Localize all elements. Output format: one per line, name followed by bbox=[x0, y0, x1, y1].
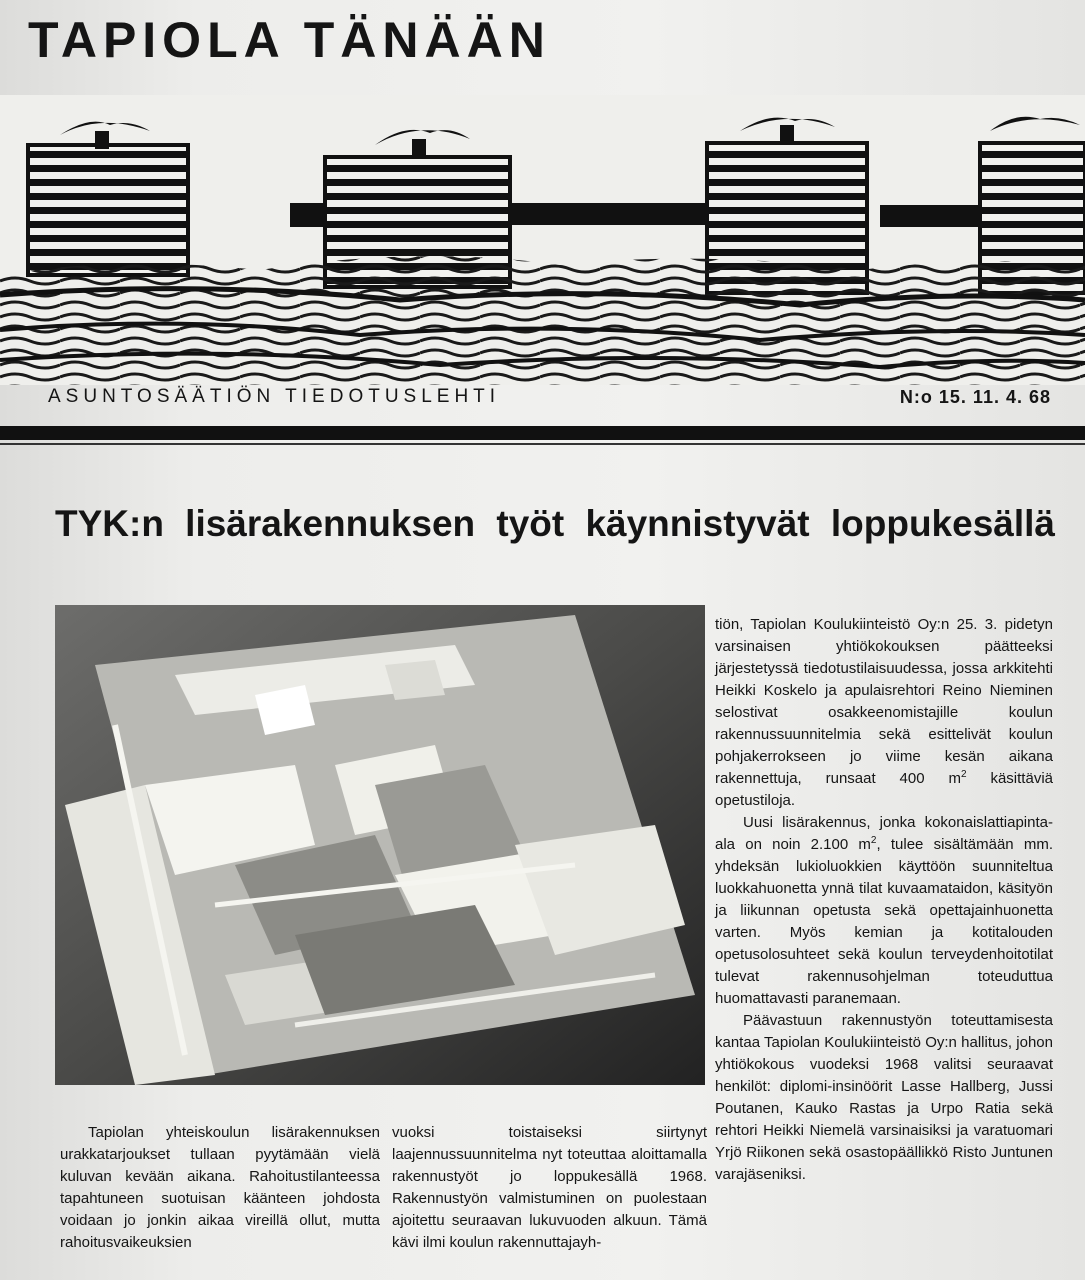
superscript: 2 bbox=[961, 769, 967, 780]
superscript: 2 bbox=[870, 835, 877, 846]
masthead-illustration bbox=[0, 95, 1085, 385]
article-headline bbox=[55, 500, 1055, 548]
article-paragraph bbox=[715, 812, 1053, 1010]
headline-word: TYK:n bbox=[55, 503, 164, 544]
paragraph-text: Uusi lisärakennus, jonka kokonaislattiapinta-ala on noin 2.100 m bbox=[715, 814, 1053, 853]
masthead-title: TAPIOLA TÄNÄÄN bbox=[28, 12, 551, 68]
headline-word: työt bbox=[496, 503, 565, 544]
paragraph-text: , tulee sisältämään mm. yhdeksän lukioluokkien käyttöön suunniteltua luokkahuonetta ynnä tilat kuvaamataidon, käsityön ja liikunnan opetusta sekä opettajainhuonetta varten. Myös kemian ja kotitalouden opetusolosuhteet sekä koulun terveydenhoitotilat tulevat rakennusohjelman toteuduttua huomattavasti paranemaan. bbox=[715, 836, 1053, 1007]
masthead-rule-thin bbox=[0, 443, 1085, 445]
article-column-right bbox=[715, 614, 1053, 1186]
architectural-model-photo bbox=[55, 605, 705, 1085]
article-paragraph: vuoksi toistaiseksi siirtynyt laajennussuunnitelma nyt toteuttaa aloittamalla rakennustyöt jo loppukesällä 1968. Rakennustyön valmistuminen on puolestaan ajoitettu seuraavan lukuvuoden alkuun. Tämä kävi ilmi koulun rakennuttajayh- bbox=[392, 1124, 707, 1251]
article-column-middle bbox=[392, 1122, 707, 1254]
headline-word: käynnistyvät bbox=[585, 503, 810, 544]
masthead-subtitle: ASUNTOSÄÄTIÖN TIEDOTUSLEHTI bbox=[48, 386, 501, 407]
masthead-rule bbox=[0, 426, 1085, 440]
article-paragraph: Päävastuun rakennustyön toteuttamisesta kantaa Tapiolan Koulukiinteistö Oy:n hallitus, johon yhtiökokous vuodeksi 1968 valitsi seuraavat henkilöt: diplomi-insinöörit Lasse Hallberg, Jussi Poutanen, Kauko Rastas ja Urpo Ratia sekä rehtori Heikki Niemelä varsinaisiksi ja varatuomari Yrjö Riikonen sekä osastopäällikkö Risto Juntunen varajäseniksi. bbox=[715, 1012, 1053, 1183]
article-paragraph bbox=[715, 614, 1053, 812]
headline-word: lisärakennuksen bbox=[185, 503, 476, 544]
paragraph-text: tiön, Tapiolan Koulukiinteistö Oy:n 25. 3. pidetyn varsinaisen yhtiökokouksen päätteeksi järjestetyssä tiedotustilaisuudessa, jossa arkkitehti Heikki Koskelo ja apulaisrehtori Reino Nieminen selostivat osakkeenomistajille koulun rakennussuunnitelmia sekä esittelivät koulun pohjakerrokseen jo viime kesän aikana rakennettuja, runsaat 400 m bbox=[715, 616, 1053, 787]
article-paragraph: Tapiolan yhteiskoulun lisärakennuksen urakkatarjoukset tullaan pyytämään vielä kuluvan kevään aikana. Rahoitustilanteessa tapahtuneen suotuisan käänteen johdosta voidaan jo jonkin aikaa vireillä ollut, mutta rahoitusvaikeuksien bbox=[60, 1124, 380, 1251]
issue-number-date: N:o 15. 11. 4. 68 bbox=[899, 387, 1051, 407]
paragraph-text: käsittäviä opetustiloja. bbox=[715, 770, 1053, 809]
article-column-left bbox=[60, 1122, 380, 1254]
headline-word: loppukesällä bbox=[830, 503, 1055, 544]
